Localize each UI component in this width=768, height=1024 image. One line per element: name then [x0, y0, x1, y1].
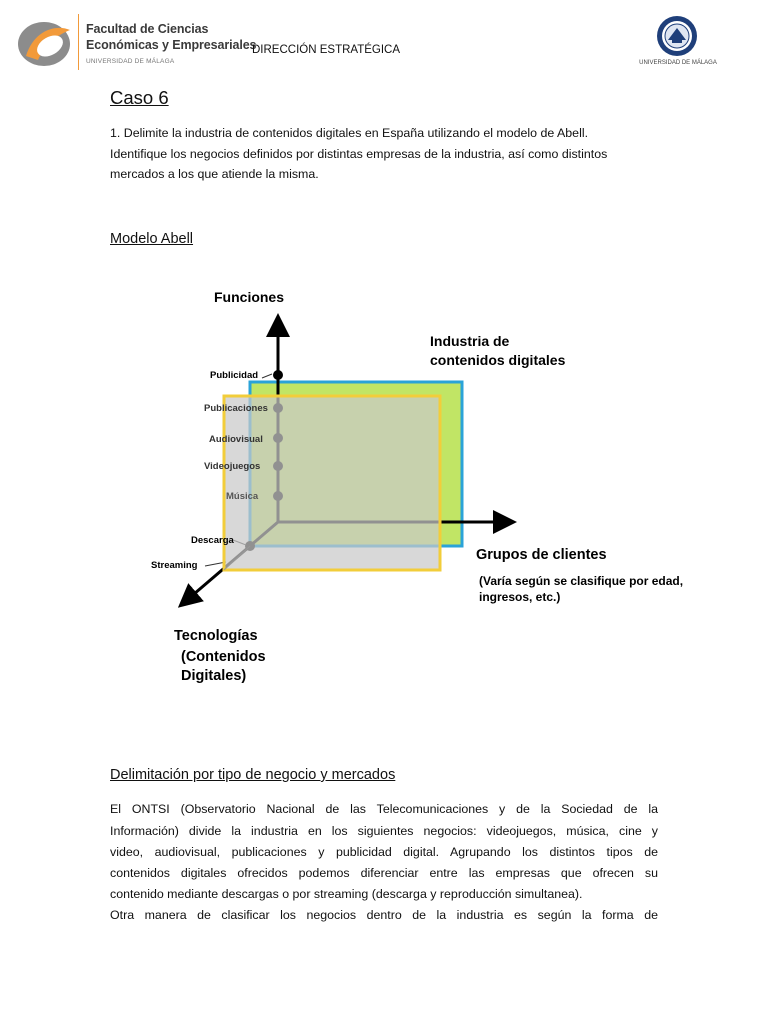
case-title: Caso 6: [110, 87, 169, 108]
paragraph-line-5: contenido mediante descargas o por streaming (descarga y reproducción simultanea).: [110, 887, 583, 901]
question-line-2: Identifique los negocios definidos por distintas empresas de la industria, así como distintos: [110, 147, 608, 161]
logo-divider: [78, 14, 79, 70]
industry-label-line1: Industria de: [430, 333, 510, 349]
technologies-axis-label-line1: Tecnologías: [174, 628, 258, 644]
function-label-publicidad: Publicidad: [210, 370, 259, 381]
section-title-delimitacion: Delimitación por tipo de negocio y mercados: [110, 767, 396, 783]
paragraph-line-3: video, audiovisual, publicaciones y publicidad digital. Agrupando los distintos tipos de: [110, 845, 658, 859]
section-title-modelo-abell: Modelo Abell: [110, 231, 194, 247]
university-seal-label: UNIVERSIDAD DE MÁLAGA: [639, 60, 717, 66]
function-label-videojuegos: Videojuegos: [204, 461, 261, 472]
technology-label-descarga: Descarga: [191, 535, 234, 546]
customers-axis-label: Grupos de clientes: [476, 547, 607, 563]
functions-axis-label: Funciones: [214, 289, 285, 305]
university-seal-icon: [655, 14, 699, 58]
customers-note-line1: (Varía según se clasifique por edad,: [479, 574, 684, 588]
paragraph-line-1: El ONTSI (Observatorio Nacional de las Telecomunicaciones y de la Sociedad de la: [110, 802, 658, 816]
pointer-publicidad: [262, 374, 272, 378]
function-label-audiovisual: Audiovisual: [209, 434, 263, 445]
industry-label-line2: contenidos digitales: [430, 352, 566, 368]
course-title: DIRECCIÓN ESTRATÉGICA: [252, 44, 401, 56]
industry-front-plane: [224, 396, 440, 570]
faculty-name-line2: Económicas y Empresariales: [86, 38, 257, 52]
question-line-1: 1. Delimite la industria de contenidos digitales en España utilizando el modelo de Abell.: [110, 126, 589, 140]
technologies-axis-label-line2: (Contenidos: [181, 649, 266, 665]
faculty-university-label: UNIVERSIDAD DE MÁLAGA: [86, 58, 175, 65]
function-label-musica: Música: [226, 491, 259, 502]
function-label-publicaciones: Publicaciones: [204, 403, 268, 414]
customers-note-line2: ingresos, etc.): [479, 590, 561, 604]
faculty-logo-icon: [16, 16, 72, 68]
function-point-publicidad: [273, 370, 283, 380]
paragraph-line-4: contenidos digitales ofrecidos podemos diferenciar entre las empresas que ofrecen su: [110, 866, 658, 880]
paragraph-line-2: Información) divide la industria en los siguientes negocios: videojuegos, música, cine y: [110, 824, 658, 838]
question-line-3: mercados a los que atiende la misma.: [110, 167, 319, 181]
faculty-name-line1: Facultad de Ciencias: [86, 22, 209, 36]
technology-label-streaming: Streaming: [151, 560, 198, 571]
technologies-axis-label-line3: Digitales): [181, 668, 247, 684]
paragraph-line-6: Otra manera de clasificar los negocios dentro de la industria es según la forma de: [110, 908, 658, 922]
